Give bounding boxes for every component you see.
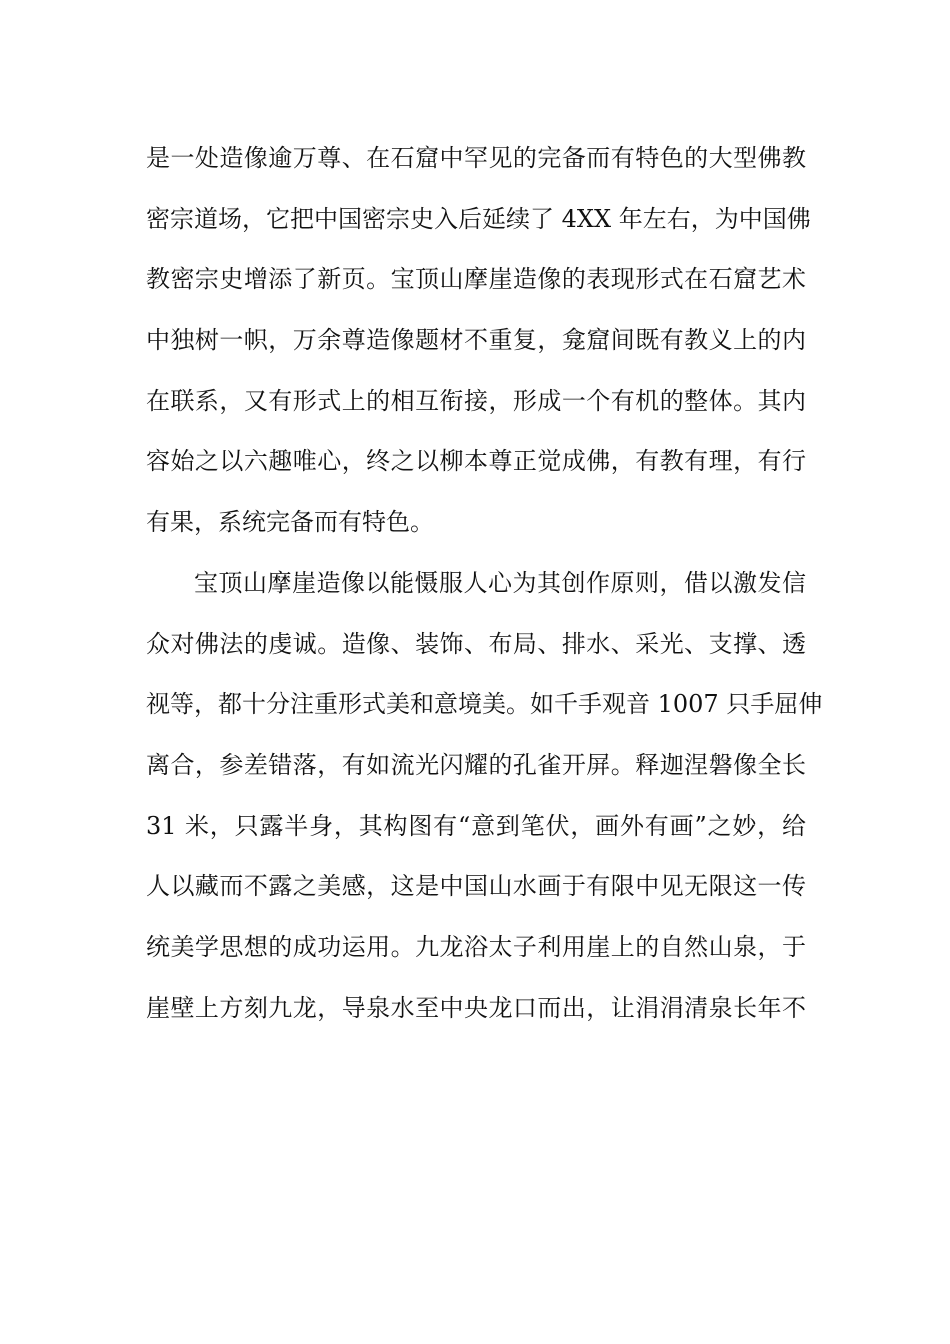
body-text [146, 128, 823, 1038]
paragraph [146, 553, 823, 1039]
text-line: 统美学思想的成功运用。九龙浴太子利用崖上的自然山泉，于 [146, 932, 806, 961]
text-line: 人以藏而不露之美感，这是中国山水画于有限中见无限这一传 [146, 872, 806, 901]
text-line: 离合，参差错落，有如流光闪耀的孔雀开屏。释迦涅磐像全长 [146, 750, 806, 779]
text-line: 视等，都十分注重形式美和意境美。如千手观音 1007 只手屈伸 [146, 690, 823, 719]
text-line: 众对佛法的虔诚。造像、装饰、布局、排水、采光、支撑、透 [146, 629, 806, 658]
text-line: 31 米，只露半身，其构图有“意到笔伏，画外有画”之妙，给 [146, 811, 806, 840]
text-line: 中独树一帜，万余尊造像题材不重复，龛窟间既有教义上的内 [146, 326, 806, 355]
text-line: 宝顶山摩崖造像以能慑服人心为其创作原则，借以激发信 [194, 568, 806, 597]
text-line: 有果，系统完备而有特色。 [146, 508, 434, 537]
text-line: 是一处造像逾万尊、在石窟中罕见的完备而有特色的大型佛教 [146, 144, 806, 172]
text-line: 在联系，又有形式上的相互衔接，形成一个有机的整体。其内 [146, 386, 806, 415]
text-line: 密宗道场，它把中国密宗史入后延续了 4XX 年左右，为中国佛 [146, 204, 811, 233]
text-line: 容始之以六趣唯心，终之以柳本尊正觉成佛，有教有理，有行 [146, 447, 806, 476]
text-line: 教密宗史增添了新页。宝顶山摩崖造像的表现形式在石窟艺术 [146, 265, 806, 294]
text-line: 崖壁上方刻九龙，导泉水至中央龙口而出，让涓涓清泉长年不 [146, 993, 806, 1022]
paragraph [146, 128, 811, 553]
